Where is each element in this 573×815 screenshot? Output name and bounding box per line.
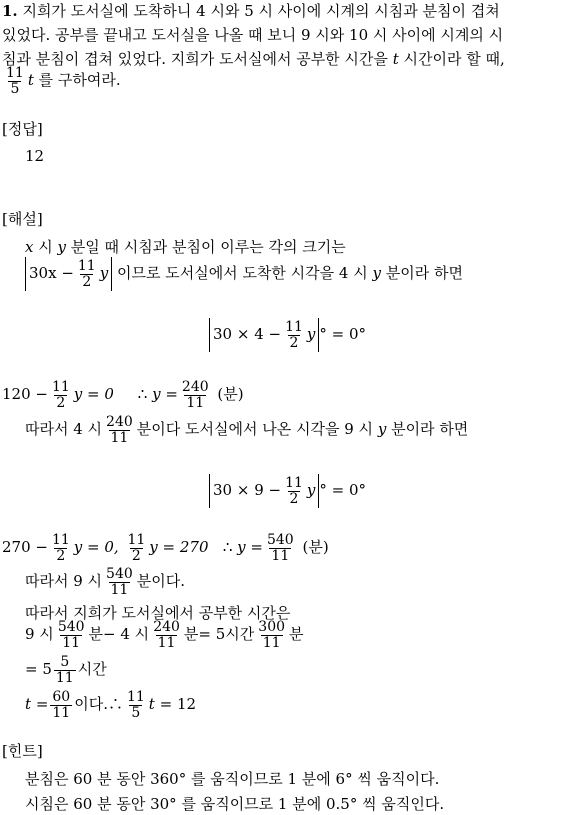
solution-line-11: = 5 $\frac{5}{11}$ 시간 xyxy=(25,654,107,686)
solution-line-12: t = $\frac{60}{11}$ 이다.∴ $\frac{11}{5}$ t = 12 xyxy=(25,689,197,721)
hint-heading: [힌트] xyxy=(2,742,43,760)
solution-line-9: 따라서 지희가 도서실에서 공부한 시간은 xyxy=(25,604,291,622)
solution-line-1: x 시 y 분일 때 시침과 분침이 이루는 각의 크기는 xyxy=(25,238,346,256)
fraction: $\frac{11}{5}$ xyxy=(6,65,24,97)
solution-line-5: 따라서 4 시 $\frac{240}{11}$ 분이다 도서실에서 나온 시각을 9 시 y 분이라 하면 xyxy=(25,414,469,446)
answer-heading: [정답] xyxy=(2,120,43,138)
problem-line-4: $\frac{11}{5}$ t 를 구하여라. xyxy=(6,65,121,97)
problem-text: 지희가 도서실에 도착하니 4 시와 5 시 사이에 시계의 시침과 분침이 겹쳐 xyxy=(22,2,500,20)
equation-4: 270 − $\frac{11}{2}$ y = 0, $\frac{11}{2}$ y = 270 ∴ y = $\frac{540}{11}$ (분) xyxy=(2,532,329,564)
problem-line-2: 있었다. 공부를 끝내고 도서실을 나올 때 보니 9 시와 10 시 사이에 시계의 시 xyxy=(2,26,504,44)
equation-3: 30 × 9 − $\frac{11}{2}$ y ° = 0° xyxy=(209,474,366,508)
solution-heading: [해설] xyxy=(2,210,43,228)
equation-2: 120 − $\frac{11}{2}$ y = 0 ∴ y = $\frac{240}{11}$ (분) xyxy=(2,379,244,411)
hint-line-1: 분침은 60 분 동안 360° 를 움직이므로 1 분에 6° 씩 움직이다. xyxy=(25,770,440,788)
absolute-value: 30x − $\frac{11}{2}$ y xyxy=(25,257,112,291)
solution-line-2: 30x − $\frac{11}{2}$ y 이므로 도서실에서 도착한 시각을 4 시 y 분이라 하면 xyxy=(25,257,463,291)
solution-line-10: 9 시 $\frac{540}{11}$ 분− 4 시 $\frac{240}{11}$ 분= 5시간 $\frac{300}{11}$ 분 xyxy=(25,619,304,651)
problem-line-1 xyxy=(2,4,500,19)
solution-line-8: 따라서 9 시 $\frac{540}{11}$ 분이다. xyxy=(25,566,186,598)
problem-number: 1. xyxy=(2,2,18,20)
equation-1: 30 × 4 − $\frac{11}{2}$ y ° = 0° xyxy=(209,318,366,352)
hint-line-2: 시침은 60 분 동안 30° 를 움직이므로 1 분에 0.5° 씩 움직인다. xyxy=(25,795,445,813)
answer-value: 12 xyxy=(25,147,45,165)
problem-line-3: 침과 분침이 겹쳐 있었다. 지희가 도서실에서 공부한 시간을 t 시간이라 할 때, xyxy=(2,50,505,68)
